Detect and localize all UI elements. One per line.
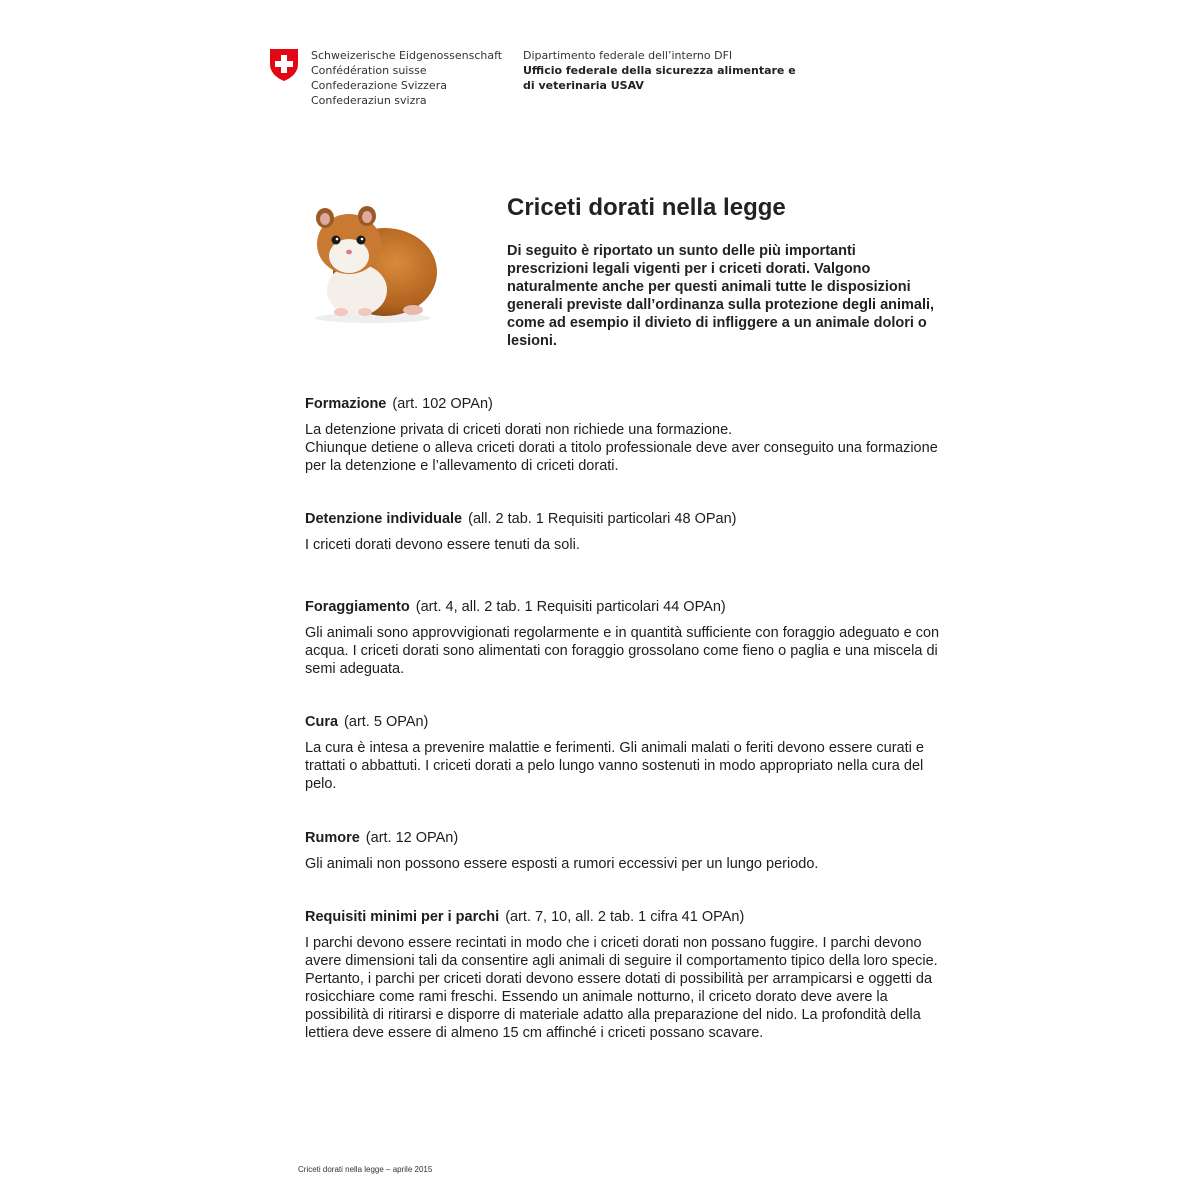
department-block (523, 48, 796, 93)
section-title: Detenzione individuale (305, 511, 463, 527)
section-formazione (305, 395, 945, 475)
section-requisiti-parchi (305, 908, 945, 1042)
office-name-line1: Ufficio federale della sicurezza alimentare e (523, 64, 796, 77)
section-body: La detenzione privata di criceti dorati non richiede una formazione. Chiunque detiene o alleva criceti dorati a titolo professionale deve aver conseguito una formazione per la detenzione e l’allevamento di criceti dorati. (305, 422, 938, 474)
page-footer: Criceti dorati nella legge – aprile 2015 (298, 1165, 433, 1174)
section-reference: (art. 4, all. 2 tab. 1 Requisiti particolari 44 OPAn) (415, 599, 726, 615)
section-reference: (art. 7, 10, all. 2 tab. 1 cifra 41 OPAn) (505, 909, 745, 925)
section-heading (305, 713, 945, 731)
section-title: Cura (305, 714, 339, 730)
confederation-name-fr: Confédération suisse (311, 64, 427, 77)
intro-paragraph: Di seguito è riportato un sunto delle più importanti prescrizioni legali vigenti per i criceti dorati. Valgono naturalmente anche per questi animali tutte le disposizioni generali previste dall’ordinanza sulla protezione degli animali, come ad esempio il divieto di infliggere a un animale dolori o lesioni. (507, 243, 935, 349)
confederation-name-it: Confederazione Svizzera (311, 79, 447, 92)
section-title: Rumore (305, 830, 360, 846)
section-reference: (all. 2 tab. 1 Requisiti particolari 48 OPan) (468, 511, 737, 527)
section-reference: (art. 102 OPAn) (392, 396, 493, 412)
swiss-shield-logo (268, 47, 300, 83)
section-heading (305, 908, 945, 926)
section-foraggiamento (305, 598, 945, 678)
hamster-image (303, 194, 443, 324)
confederation-name-de: Schweizerische Eidgenossenschaft (311, 49, 503, 62)
section-cura (305, 713, 945, 793)
section-rumore (305, 829, 945, 873)
section-title: Formazione (305, 396, 387, 412)
section-title: Requisiti minimi per i parchi (305, 909, 500, 925)
section-heading (305, 829, 945, 847)
confederation-names (311, 48, 502, 108)
section-body: I criceti dorati devono essere tenuti da soli. (305, 537, 580, 553)
department-name: Dipartimento federale dell’interno DFI (523, 49, 733, 62)
section-reference: (art. 5 OPAn) (344, 714, 429, 730)
section-body: Gli animali non possono essere esposti a rumori eccessivi per un lungo periodo. (305, 856, 819, 872)
section-title: Foraggiamento (305, 599, 410, 615)
section-body: I parchi devono essere recintati in modo che i criceti dorati non possano fuggire. I parchi devono avere dimensioni tali da consentire agli animali di seguire il comportamento tipico della loro specie. Pertanto, i parchi per criceti dorati devono essere dotati di possibilità per arrampicarsi e oggetti da rosicchiare come rami freschi. Essendo un animale notturno, il criceto dorato deve avere la possibilità di ritirarsi e disporre di materiale adatto alla preparazione del nido. La profondità della lettiera deve essere di almeno 15 cm affinché i criceti possano scavare. (305, 935, 938, 1041)
confederation-name-rm: Confederaziun svizra (311, 94, 427, 107)
office-name-line2: di veterinaria USAV (523, 79, 644, 92)
section-heading (305, 395, 945, 413)
section-heading (305, 510, 945, 528)
section-reference: (art. 12 OPAn) (365, 830, 459, 846)
section-body: La cura è intesa a prevenire malattie e ferimenti. Gli animali malati o feriti devono essere curati e trattati o abbattuti. I criceti dorati a pelo lungo vanno sostenuti in modo appropriato nella cura del pelo. (305, 740, 924, 792)
page-title: Criceti dorati nella legge (507, 194, 786, 221)
section-body: Gli animali sono approvvigionati regolarmente e in quantità sufficiente con foraggio adeguato e con acqua. I criceti dorati sono alimentati con foraggio grossolano come fieno o paglia e una miscela di semi adeguata. (305, 625, 940, 677)
section-heading (305, 598, 945, 616)
section-detenzione-individuale (305, 510, 945, 554)
